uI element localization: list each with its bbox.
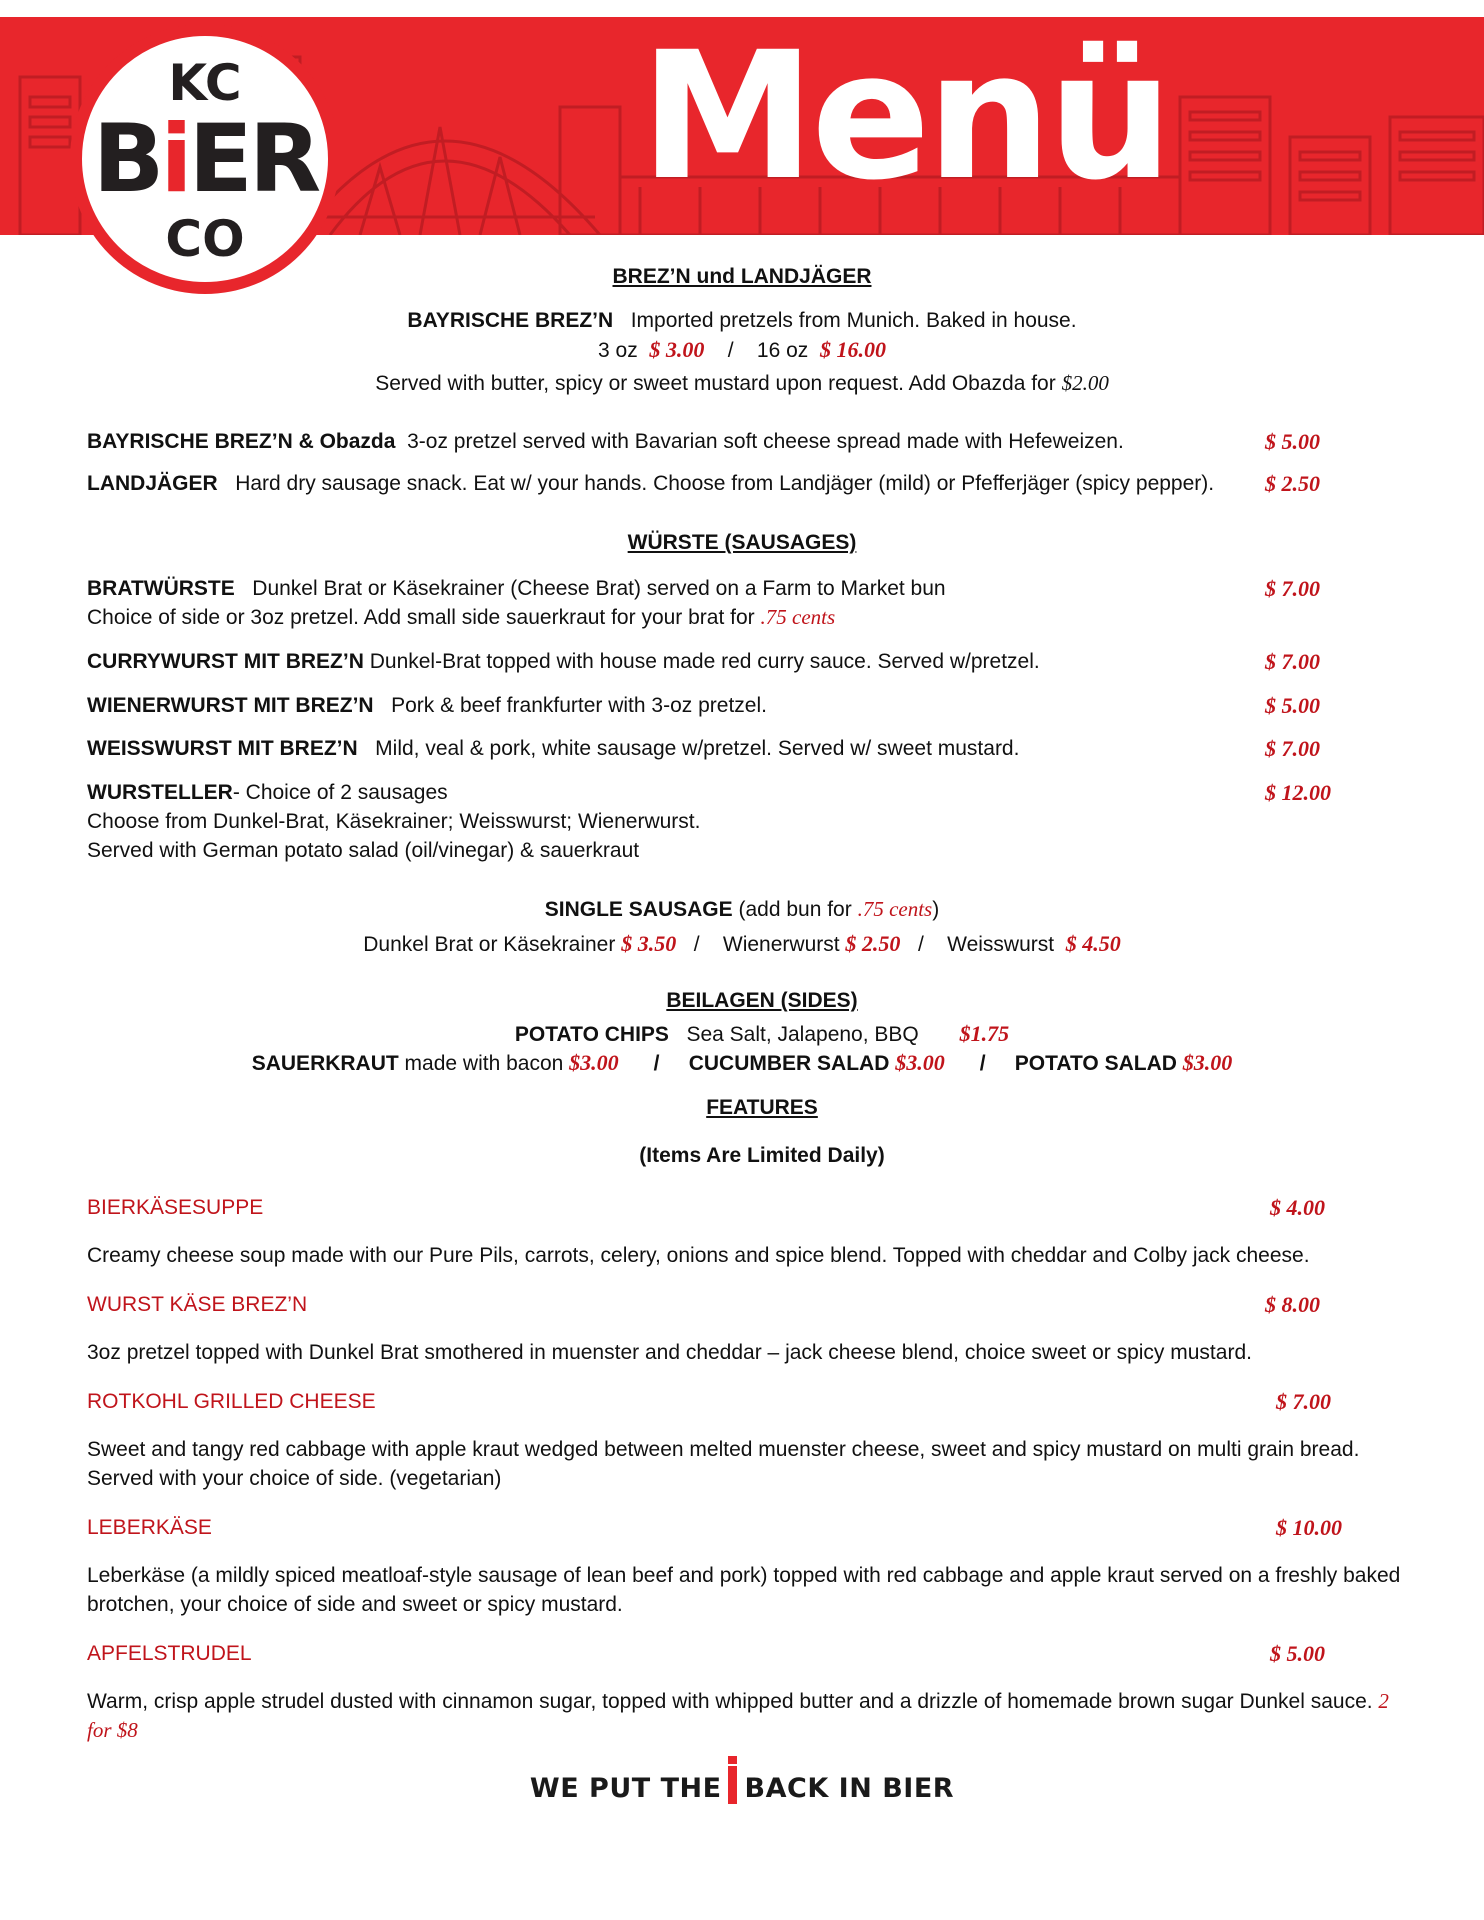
- item-description: Dunkel-Brat topped with house made red curry sauce. Served w/pretzel.: [369, 650, 1040, 673]
- menu-title: Menü: [640, 17, 1170, 219]
- price-wienerwurst: $ 5.00: [1265, 693, 1320, 718]
- menu-item-obazda: [87, 429, 1124, 455]
- feature-desc-apfelstrudel: [87, 1687, 1407, 1745]
- feature-name-rotkohl-grilled-cheese: ROTKOHL GRILLED CHEESE: [87, 1390, 376, 1413]
- served-text: Served with butter, spicy or sweet mustard upon request. Add Obazda for: [375, 372, 1062, 395]
- feature-desc-rotkohl-grilled-cheese: Sweet and tangy red cabbage with apple kraut wedged between melted muenster cheese, sweet and spicy mustard on multi grain bread. Served with your choice of side. (vegetarian): [87, 1438, 1360, 1490]
- bratwurste-line2: [87, 604, 835, 631]
- price-single-dunkel: $ 3.50: [621, 931, 677, 956]
- price-bratwurste: $ 7.00: [1265, 576, 1320, 601]
- feature-name-wurst-kase-brezn: WURST KÄSE BREZ’N: [87, 1293, 308, 1316]
- section-heading-features: FEATURES: [706, 1096, 818, 1119]
- item-name: WIENERWURST MIT BREZ’N: [87, 694, 374, 717]
- red-i-mark: [728, 1766, 737, 1804]
- separator: /: [693, 933, 700, 956]
- item-name: POTATO CHIPS: [514, 1023, 669, 1046]
- kc-bier-co-logo: [70, 24, 340, 294]
- item-name: BAYRISCHE BREZ’N: [407, 309, 614, 332]
- price-single-weiss: $ 4.50: [1065, 931, 1121, 956]
- logo-b: B: [92, 105, 161, 214]
- price-wurst-kase-brezn: $ 8.00: [1265, 1292, 1320, 1317]
- menu-item-currywurst: [87, 649, 1040, 675]
- size-3oz: 3 oz: [598, 339, 638, 362]
- price-landjager: $ 2.50: [1265, 471, 1320, 496]
- price-sauerkraut: $3.00: [569, 1050, 619, 1075]
- item-description: 3-oz pretzel served with Bavarian soft cheese spread made with Hefeweizen.: [407, 430, 1124, 453]
- price-wursteller: $ 12.00: [1265, 780, 1331, 805]
- price-3oz: $ 3.00: [649, 337, 705, 362]
- item-description: - Choice of 2 sausages: [232, 781, 448, 804]
- item-name: LANDJÄGER: [87, 472, 218, 495]
- price-currywurst: $ 7.00: [1265, 649, 1320, 674]
- menu-item-bratwurste: [87, 576, 946, 602]
- side-sauerkraut-desc: made with bacon: [398, 1052, 570, 1075]
- price-bierkasesuppe: $ 4.00: [1270, 1195, 1325, 1220]
- bun-addon-price: .75 cents: [857, 897, 933, 921]
- item-name: WEISSWURST MIT BREZ’N: [87, 737, 358, 760]
- separator: /: [727, 339, 734, 362]
- price-rotkohl-grilled-cheese: $ 7.00: [1276, 1389, 1331, 1414]
- separator: /: [917, 933, 924, 956]
- sides-line: [0, 1050, 1484, 1077]
- menu-item-weisswurst: [87, 736, 1019, 762]
- feature-name-apfelstrudel: APFELSTRUDEL: [87, 1642, 252, 1665]
- feature-name-leberkase: LEBERKÄSE: [87, 1516, 212, 1539]
- menu-item-potato-chips: [20, 1021, 1484, 1048]
- feature-desc-wurst-kase-brezn: 3oz pretzel topped with Dunkel Brat smothered in muenster and cheddar – jack cheese blend, choice sweet or spicy mustard.: [87, 1341, 1252, 1364]
- price-apfelstrudel: $ 5.00: [1270, 1641, 1325, 1666]
- logo-kc-text: KC: [168, 54, 242, 112]
- heading-bold: SINGLE SAUSAGE: [544, 898, 733, 921]
- item-description: Choice of side or 3oz pretzel. Add small side sauerkraut for your brat for: [87, 606, 761, 629]
- single-item-dunkel: Dunkel Brat or Käsekrainer: [363, 933, 622, 956]
- sauerkraut-addon-price: .75 cents: [760, 605, 836, 629]
- price-weisswurst: $ 7.00: [1265, 736, 1320, 761]
- feature-desc-leberkase: Leberkäse (a mildly spiced meatloaf-style sausage of lean beef and pork) topped with red cabbage and apple kraut served on a freshly baked brotchen, your choice of side and sweet or spicy mustard.: [87, 1564, 1401, 1616]
- menu-item-landjager: [87, 471, 1214, 497]
- side-potato-salad: POTATO SALAD: [1014, 1052, 1177, 1075]
- menu-item-wursteller: [87, 780, 448, 806]
- side-sauerkraut: SAUERKRAUT: [251, 1052, 399, 1075]
- wursteller-line2: Choose from Dunkel-Brat, Käsekrainer; Weisswurst; Wienerwurst.: [87, 810, 701, 833]
- item-description: Hard dry sausage snack. Eat w/ your hands. Choose from Landjäger (mild) or Pfefferjäger (spicy pepper).: [235, 472, 1215, 495]
- price-potato-chips: $1.75: [959, 1021, 1010, 1046]
- price-16oz: $ 16.00: [819, 337, 886, 362]
- section-heading-wurste: WÜRSTE (SAUSAGES): [627, 531, 857, 554]
- item-name: WURSTELLER: [87, 781, 233, 804]
- single-sausage-line: [0, 931, 1484, 958]
- feature-desc-bierkasesuppe: Creamy cheese soup made with our Pure Pils, carrots, celery, onions and spice blend. Topped with cheddar and Colby jack cheese.: [87, 1244, 1310, 1267]
- apfelstrudel-desc-text: Warm, crisp apple strudel dusted with cinnamon sugar, topped with whipped butter and a drizzle of homemade brown sugar Dunkel sauce.: [87, 1690, 1379, 1713]
- item-description: Mild, veal & pork, white sausage w/pretzel. Served w/ sweet mustard.: [375, 737, 1020, 760]
- item-description: Sea Salt, Jalapeno, BBQ: [686, 1023, 919, 1046]
- menu-item-wienerwurst: [87, 693, 767, 719]
- footer-slogan: [0, 1766, 1484, 1806]
- heading-close: ): [932, 898, 940, 921]
- section-heading-sides: BEILAGEN (SIDES): [666, 989, 858, 1012]
- features-subheading: (Items Are Limited Daily): [639, 1144, 885, 1167]
- brezn-served-line: [0, 370, 1484, 397]
- separator: /: [979, 1052, 986, 1075]
- item-name: BRATWÜRSTE: [87, 577, 235, 600]
- item-name: CURRYWURST MIT BREZ’N: [87, 650, 364, 673]
- logo-bier-text: [82, 106, 328, 214]
- logo-er: ER: [188, 105, 318, 214]
- feature-name-bierkasesuppe: BIERKÄSESUPPE: [87, 1196, 264, 1219]
- logo-i: i: [160, 105, 189, 214]
- price-leberkase: $ 10.00: [1276, 1515, 1342, 1540]
- apfelstrudel-deal: 2 for $8: [87, 1689, 1389, 1742]
- side-cucumber-salad: CUCUMBER SALAD: [688, 1052, 890, 1075]
- item-description: Imported pretzels from Munich. Baked in house.: [630, 309, 1077, 332]
- price-potato-salad: $3.00: [1182, 1050, 1233, 1075]
- slogan-post: BACK IN BIER: [744, 1773, 955, 1804]
- single-sausage-heading: [0, 896, 1484, 923]
- brezn-sizes-line: [0, 337, 1484, 364]
- single-item-weiss: Weisswurst: [947, 933, 1060, 956]
- price-obazda: $ 5.00: [1265, 429, 1320, 454]
- obazda-addon-price: $2.00: [1061, 371, 1109, 395]
- item-name: BAYRISCHE BREZ’N & Obazda: [87, 430, 396, 453]
- price-cucumber-salad: $3.00: [895, 1050, 945, 1075]
- item-description: Pork & beef frankfurter with 3-oz pretzel.: [391, 694, 767, 717]
- wursteller-line3: Served with German potato salad (oil/vinegar) & sauerkraut: [87, 839, 640, 862]
- section-heading-brezn: BREZ’N und LANDJÄGER: [612, 265, 872, 288]
- menu-item-bayrische-brezn: [0, 308, 1484, 334]
- separator: /: [653, 1052, 660, 1075]
- slogan-pre: WE PUT THE: [529, 1773, 722, 1804]
- item-description: Dunkel Brat or Käsekrainer (Cheese Brat) served on a Farm to Market bun: [252, 577, 946, 600]
- price-single-wiener: $ 2.50: [845, 931, 901, 956]
- logo-co-text: CO: [165, 210, 245, 268]
- heading-text: (add bun for: [732, 898, 858, 921]
- single-item-wiener: Wienerwurst: [722, 933, 846, 956]
- size-16oz: 16 oz: [756, 339, 809, 362]
